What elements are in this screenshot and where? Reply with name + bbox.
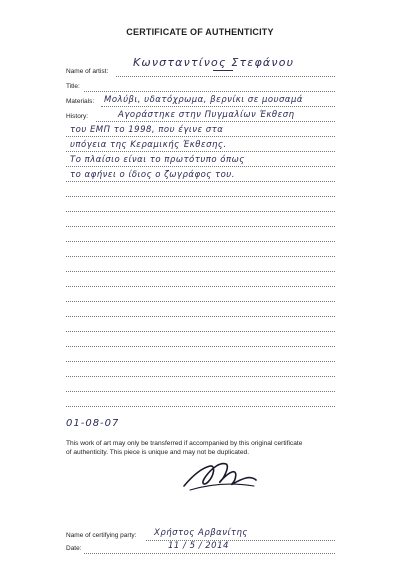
- history-line: [66, 136, 335, 137]
- history-line: [66, 166, 335, 167]
- certifier-label: Name of certifying party:: [66, 532, 137, 539]
- transfer-notice: [66, 439, 366, 457]
- history-line: [96, 121, 335, 122]
- empty-line: [66, 301, 335, 302]
- certificate-title: CERTIFICATE OF AUTHENTICITY: [126, 27, 274, 37]
- empty-line: [66, 241, 335, 242]
- materials-handwritten: Μολύβι, υδατόχρωμα, βερνίκι σε μουσαμά: [104, 95, 304, 105]
- empty-line: [66, 376, 335, 377]
- history-line: [66, 151, 335, 152]
- history-line: [66, 181, 335, 182]
- empty-line: [66, 331, 335, 332]
- materials-label: Materials:: [66, 98, 95, 105]
- empty-line: [66, 286, 335, 287]
- empty-line: [66, 271, 335, 272]
- date-handwritten: 11 / 5 / 2014: [168, 541, 229, 551]
- notice-line-1: This work of art may only be transferred if accompanied by this original certificate: [66, 440, 303, 447]
- empty-line: [66, 391, 335, 392]
- certifier-handwritten: Χρήστος Αρβανίτης: [154, 528, 248, 538]
- empty-line: [66, 226, 335, 227]
- signature-mark: [180, 456, 260, 496]
- empty-line: [66, 196, 335, 197]
- materials-line: [101, 106, 335, 107]
- artist-name-handwritten: Κωνσταντίνος Στεφάνου: [133, 56, 295, 69]
- empty-line: [66, 211, 335, 212]
- empty-line: [66, 256, 335, 257]
- empty-line: [66, 361, 335, 362]
- artist-line: [116, 76, 335, 77]
- history-line-5: το αφήνει ο ίδιος ο ζωγράφος του.: [70, 170, 235, 180]
- title-line: [84, 91, 335, 92]
- history-line-1: Αγοράστηκε στην Πυγμαλίων Έκθεση: [118, 110, 295, 120]
- empty-line: [66, 316, 335, 317]
- date-line: [84, 553, 335, 554]
- history-line-2: του ΕΜΠ το 1998, που έγινε στα: [70, 125, 224, 135]
- history-label: History:: [66, 113, 89, 120]
- history-line-3: υπόγεια της Κεραμικής Έκθεσης.: [70, 140, 227, 150]
- notice-line-2: of authenticity. This piece is unique and may not be duplicated.: [66, 449, 250, 456]
- title-dash-mark: [213, 70, 233, 71]
- title-label: Title:: [66, 83, 80, 90]
- history-line-4: Το πλαίσιο είναι το πρωτότυπο όπως: [70, 155, 245, 165]
- empty-line: [66, 406, 335, 407]
- empty-line: [66, 346, 335, 347]
- date-label: Date:: [66, 545, 82, 552]
- artist-label: Name of artist:: [66, 68, 109, 75]
- handwritten-date: 01-08-07: [66, 418, 120, 429]
